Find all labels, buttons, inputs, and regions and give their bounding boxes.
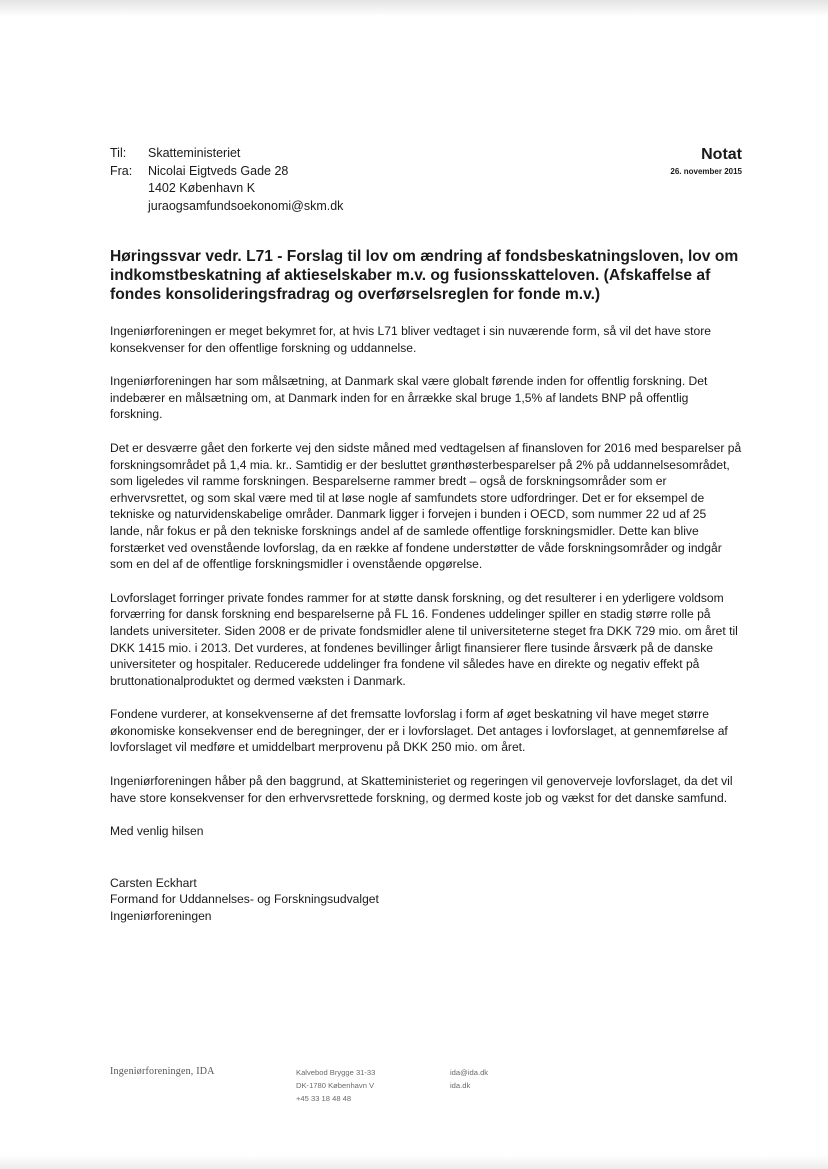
to-value: Skatteministeriet bbox=[148, 146, 241, 160]
footer-phone: +45 33 18 48 48 bbox=[296, 1094, 352, 1103]
footer-street: Kalvebod Brygge 31-33 bbox=[296, 1068, 376, 1077]
paragraph-2: Ingeniørforeningen har som målsætning, at Danmark skal være globalt førende inden for offentlig forskning. Det indebærer en målsætning om, at Danmark inden for en årrække skal bruge 1,5% af landets BNP på offentlig forskning. bbox=[110, 374, 708, 422]
paragraph-6: Ingeniørforeningen håber på den baggrund, at Skatteministeriet og regeringen vil genoverveje lovforslaget, da det vil have store konsekvenser for den erhvervsrettede forskning, og dermed koste job og vækst for det danske samfund. bbox=[110, 774, 733, 805]
scan-edge-top bbox=[0, 0, 828, 16]
paragraph-4: Lovforslaget forringer private fondes rammer for at støtte dansk forskning, og det resulterer i en yderligere voldsom forværring for dansk forskning end besparelserne på FL 16. Fondenes uddelinger spiller en stadig større rolle på landets universiteter. Siden 2008 er de private fondsmidler alene til universiteterne steget fra DKK 729 mio. om året til DKK 1415 mio. i 2013. Det vurderes, at fondenes bevillinger årligt finansierer flere tusinde årsværk på de danske universiteter og hospitaler. Reducerede uddelinger fra fondene vil således have en direkte og negativ effekt på bruttonationalproduktet og dermed væksten i Danmark. bbox=[110, 590, 738, 688]
from-city: 1402 København K bbox=[148, 181, 256, 195]
signer-name: Carsten Eckhart bbox=[110, 875, 197, 890]
paragraph-5: Fondene vurderer, at konsekvenserne af det fremsatte lovforslag i form af øget beskatning vil have meget større økonomiske konsekvenser end de beregninger, der er i lovforslaget. Det antages i lovforslaget, at gennemførelse af lovforslaget vil medføre et umiddelbart merprovenu på DKK 250 mio. om året. bbox=[110, 707, 728, 755]
signature-block bbox=[110, 875, 742, 925]
letter-body bbox=[110, 323, 742, 925]
doc-type-block bbox=[670, 145, 742, 177]
from-lines bbox=[148, 163, 343, 216]
scan-edge-bottom bbox=[0, 1155, 828, 1169]
footer-org-name: Ingeniørforeningen, IDA bbox=[110, 1066, 215, 1077]
address-block bbox=[110, 145, 343, 215]
paragraph-3: Det er desværre gået den forkerte vej den sidste måned med vedtagelsen af finansloven for 2016 med besparelser på forskningsområdet på 1,4 mia. kr.. Samtidig er der besluttet grønthøsterbesparelser på 2% på uddannelsesområdet, som ligeledes vil ramme forskningen. Besparelserne rammer bredt – også de forskningsområder som er erhvervsrettet, og som skal være med til at løse nogle af samfundets store udfordringer. Det er for eksempel de tekniske og naturvidenskabelige områder. Danmark ligger i forvejen i bunden i OECD, som nummer 22 ud af 25 lande, når fokus er på den tekniske forsknings andel af de samlede offentlige forskningsmidler. Dette kan blive forstærket ved ovenstående lovforslag, da en række af fondene understøtter de våde forskningsområder og indgår som en del af de offentlige forskningsmidler i ovenstående opgørelse. bbox=[110, 440, 742, 572]
memo-header bbox=[110, 145, 742, 215]
from-email: juraogsamfundsoekonomi@skm.dk bbox=[148, 198, 344, 213]
paragraph-1: Ingeniørforeningen er meget bekymret for, at hvis L71 bliver vedtaget i sin nuværende form, så vil det have store konsekvenser for den offentlige forskning og uddannelse. bbox=[110, 324, 711, 355]
from-street: Nicolai Eigtveds Gade 28 bbox=[148, 163, 289, 178]
signer-org: Ingeniørforeningen bbox=[110, 909, 212, 924]
footer-website: ida.dk bbox=[450, 1081, 471, 1090]
footer-contact bbox=[450, 1066, 488, 1092]
doc-date: 26. november 2015 bbox=[670, 167, 742, 176]
to-row bbox=[110, 145, 343, 163]
document-title: Høringssvar vedr. L71 - Forslag til lov om ændring af fondsbeskatningsloven, lov om indkomstbeskatning af aktieselskaber m.v. og fusionsskatteloven. (Afskaffelse af fondes konsolideringsfradrag og overførselsreglen for fonde m.v.) bbox=[110, 248, 739, 303]
signer-role: Formand for Uddannelses- og Forskningsudvalget bbox=[110, 892, 379, 907]
footer-address bbox=[296, 1066, 375, 1105]
from-row bbox=[110, 163, 343, 216]
page-footer bbox=[110, 1066, 630, 1116]
doc-type: Notat bbox=[701, 146, 742, 163]
from-label: Fra: bbox=[110, 163, 133, 178]
footer-city: DK-1780 København V bbox=[296, 1081, 375, 1090]
to-label: Til: bbox=[110, 146, 127, 160]
footer-email: ida@ida.dk bbox=[450, 1068, 489, 1077]
closing-greeting: Med venlig hilsen bbox=[110, 824, 204, 839]
